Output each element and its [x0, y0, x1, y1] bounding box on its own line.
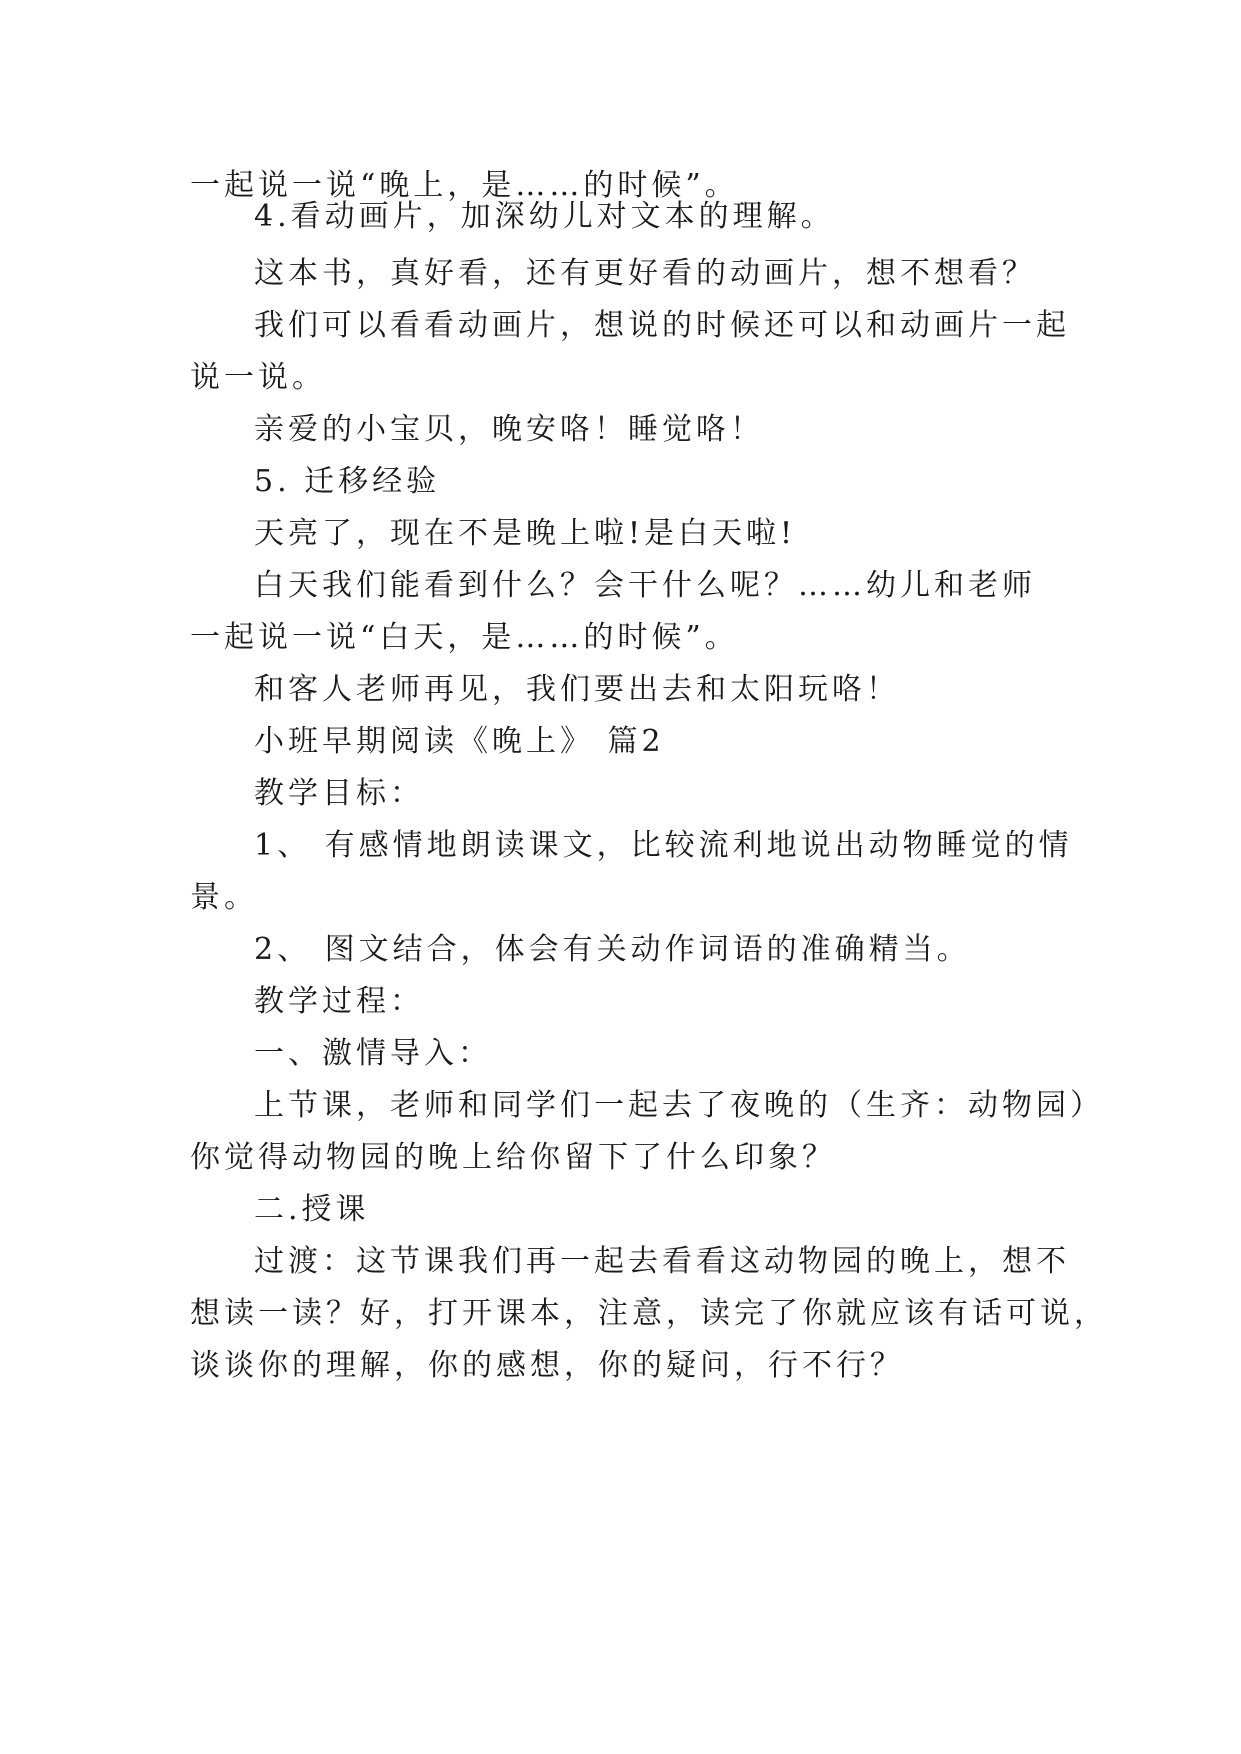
text-line: 教学过程：: [254, 984, 424, 1019]
text-line: 你觉得动物园的晚上给你留下了什么印象？: [190, 1140, 836, 1175]
text-line: 过渡：这节课我们再一起去看看这动物园的晚上，想不: [254, 1244, 1070, 1279]
text-line: 白天我们能看到什么？会干什么呢？……幼儿和老师: [254, 568, 1036, 603]
text-line: 一、激情导入：: [254, 1036, 492, 1071]
text-line: 和客人老师再见，我们要出去和太阳玩咯！: [254, 672, 900, 707]
text-line: 景。: [190, 880, 258, 915]
text-line: 5. 迁移经验: [254, 464, 441, 499]
text-line: 一起说一说“白天，是……的时候”。: [190, 620, 739, 655]
text-line: 上节课，老师和同学们一起去了夜晚的（生齐：动物园）: [254, 1088, 1104, 1123]
text-line: 说一说。: [190, 360, 326, 395]
text-line: 亲爱的小宝贝，晚安咯！睡觉咯！: [254, 412, 764, 447]
text-line: 想读一读？好，打开课本，注意，读完了你就应该有话可说，: [190, 1296, 1108, 1331]
text-line: 4.看动画片，加深幼儿对文本的理解。: [254, 199, 835, 234]
text-line: 2、 图文结合，体会有关动作词语的准确精当。: [254, 932, 971, 967]
section-heading: 小班早期阅读《晚上》 篇2: [254, 724, 665, 759]
text-line: 二.授课: [254, 1192, 370, 1227]
text-line: 这本书，真好看，还有更好看的动画片，想不想看？: [254, 256, 1036, 291]
text-line: 1、 有感情地朗读课文，比较流利地说出动物睡觉的情: [254, 828, 1073, 863]
text-line: 谈谈你的理解，你的感想，你的疑问，行不行？: [190, 1348, 904, 1383]
text-line: 教学目标：: [254, 776, 424, 811]
text-line: 我们可以看看动画片，想说的时候还可以和动画片一起: [254, 308, 1070, 343]
text-line: 一起说一说“晚上，是……的时候”。: [190, 168, 739, 203]
text-line: 天亮了，现在不是晚上啦!是白天啦!: [254, 516, 797, 551]
